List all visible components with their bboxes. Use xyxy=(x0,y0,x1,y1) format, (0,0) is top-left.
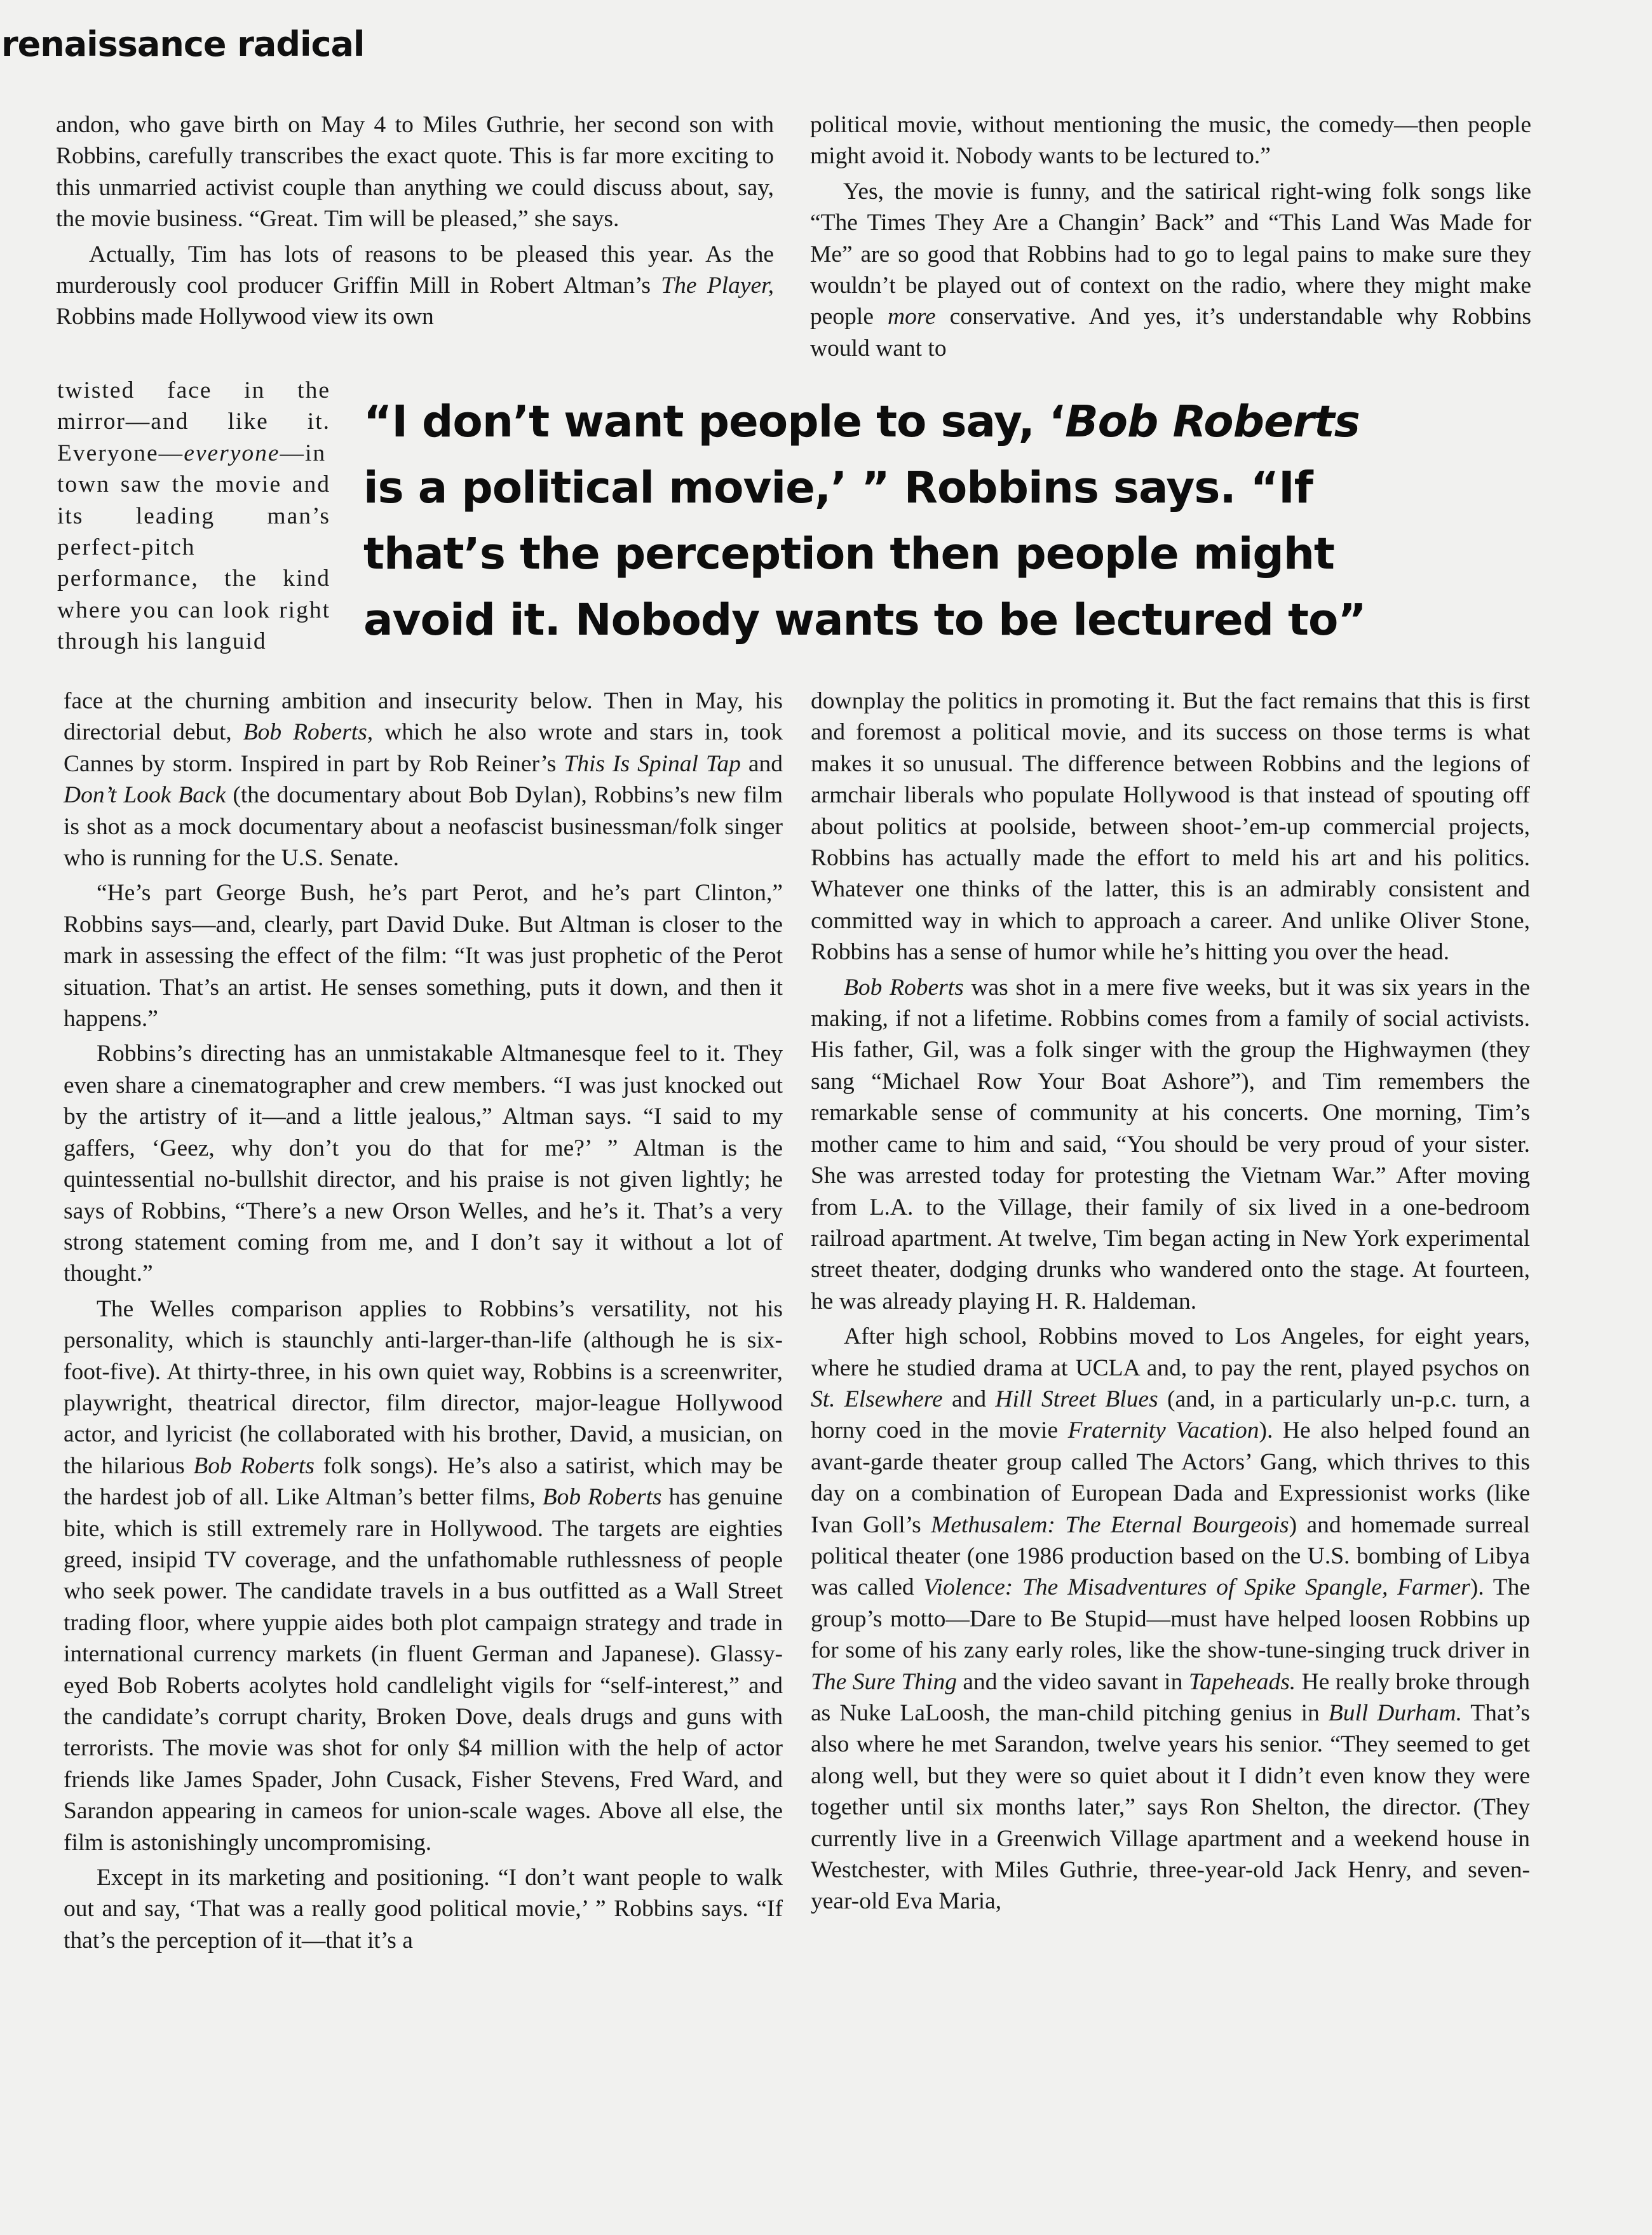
text-run: face at the churning ambition and insecurity below. Then in May, his directorial debut, xyxy=(64,688,783,746)
text-run: was shot in a mere five weeks, but it was six years in the making, if not a lifetime. Robbins comes from a family of social activists. His father, Gil, was a folk singer with the group the Highwaymen (they sang “Michael Row Your Boat Ashore”), and Tim remembers the remarkable sense of community at his concerts. One morning, Tim’s mother came to him and said, “You should be very proud of your sister. She was arrested today for protesting the Vietnam War.” After moving from L.A. to the Village, their family of six lived in a one-bedroom railroad apartment. At twelve, Tim began acting in New York experimental street theater, dodging drunks who wandered onto the stage. At fourteen, he was already playing H. R. Haldeman. xyxy=(811,974,1530,1314)
italic-title: Bob Roberts xyxy=(193,1452,315,1479)
text-run: which he also wrote and stars in, took Cannes by storm. Inspired in part by Rob Reiner’s xyxy=(64,719,783,777)
article-paragraph xyxy=(811,1321,1530,1917)
pull-quote-text: avoid it. Nobody wants to be lectured to” xyxy=(363,595,1366,645)
text-run: (the documentary about Bob Dylan), Robbins’s new film is shot as a mock documentary about a neofascist businessman/folk singer who is running for the U.S. Senate. xyxy=(64,782,783,872)
text-run: Yes, the movie is funny, and the satirical right-wing folk songs like “The Times They Are a Changin’ Back” and “This Land Was Made for Me” are so good that Robbins had to go to legal pains to make sure they wouldn’t be played out of context on the radio, where they might make people xyxy=(810,178,1531,330)
italic-title: Fraternity Vacation xyxy=(1067,1417,1259,1444)
section-header: renaissance radical xyxy=(1,24,365,64)
text-run: He really broke through as Nuke LaLoosh, the man-child pitching genius in xyxy=(811,1668,1530,1726)
column-right-top xyxy=(810,109,1531,364)
italic-title: everyone xyxy=(184,440,280,466)
text-run: Except in its marketing and positioning. “I don’t want people to walk out and say, ‘That was a really good political movie,’ ” Robbins says. “If that’s the perception of it—that it’s a xyxy=(64,1865,783,1954)
text-run: After high school, Robbins moved to Los Angeles, for eight years, where he studied drama at UCLA and, to pay the rent, played psychos on xyxy=(811,1323,1530,1381)
text-run: folk songs). He’s also a satirist, which may be the hardest job of all. Like Altman’s better films, xyxy=(64,1452,783,1511)
article-paragraph xyxy=(64,1038,783,1289)
pull-quote xyxy=(363,389,1444,653)
italic-title: Bob Roberts, xyxy=(243,719,374,746)
italic-title: The Sure Thing xyxy=(811,1668,957,1695)
italic-title: Tapeheads. xyxy=(1188,1668,1296,1695)
italic-title: Don’t Look Back xyxy=(64,782,226,809)
text-run: and the video savant in xyxy=(956,1668,1189,1695)
text-run: ) and homemade surreal political theater (one 1986 production based on the U.S. bombing of Libya was called xyxy=(811,1511,1530,1601)
article-paragraph xyxy=(64,1293,783,1858)
pull-quote-text: “I don’t want people to say, ‘ xyxy=(363,396,1066,447)
italic-title: Bob Roberts xyxy=(844,974,964,1001)
text-run: has genuine bite, which is still extremely rare in Hollywood. The targets are eighties greed, insipid TV coverage, and the unfathomable ruthlessness of people who seek power. The candidate travels in a bus outfitted as a Wall Street trading floor, where yuppie aides both plot campaign strategy and trade in international currency markets (in fluent German and Japanese). Glassy-eyed Bob Roberts acolytes hold candlelight vigils for “self-interest,” and the candidate’s corrupt charity, Broken Dove, deals drugs and guns with terrorists. The movie was shot for only $4 million with the help of actor friends like James Spader, John Cusack, Fisher Stevens, Fred Ward, and Sarandon appearing in cameos for union-scale wages. Above all else, the film is astonishingly uncompromising. xyxy=(64,1484,783,1856)
pull-quote-line xyxy=(363,521,1444,587)
column-right-bottom xyxy=(811,685,1530,1917)
article-paragraph xyxy=(810,109,1531,172)
text-run: twisted face in the mirror—and like it. Everyone— xyxy=(57,377,330,466)
text-run: ). The group’s motto—Dare to Be Stupid—must have helped loosen Robbins up for some of his zany early roles, like the show-tune-singing truck driver in xyxy=(811,1574,1530,1664)
text-run: Robbins’s directing has an unmistakable Altmanesque feel to it. They even share a cinematographer and crew members. “I was just knocked out by the artistry of it—and a little jealous,” Altman says. “I said to my gaffers, ‘Geez, why don’t you do that for me?’ ” Altman is the quintessential no-bullshit director, and his praise is not given lightly; he says of Robbins, “There’s a new Orson Welles, and he’s it. That’s a very strong statement coming from me, and I don’t say it without a lot of thought.” xyxy=(64,1041,783,1287)
pull-quote-text: that’s the perception then people might xyxy=(363,529,1334,579)
article-paragraph xyxy=(57,375,330,658)
text-run: and xyxy=(740,750,783,777)
italic-title: Violence: The Misadventures of Spike Spangle, Farmer xyxy=(923,1574,1470,1601)
text-run: conservative. And yes, it’s understandable why Robbins would want to xyxy=(810,304,1531,361)
text-run: (and, in a particularly un-p.c. turn, a horny coed in the movie xyxy=(811,1386,1530,1444)
text-run: Actually, Tim has lots of reasons to be pleased this year. As the murderously cool producer Griffin Mill in Robert Altman’s xyxy=(56,241,774,299)
article-paragraph xyxy=(64,685,783,874)
pull-quote-text: is a political movie,’ ” Robbins says. “If xyxy=(363,463,1313,513)
pull-quote-line xyxy=(363,389,1444,455)
text-run: That’s also where he met Sarandon, twelve years his senior. “They seemed to get along well, but they were so quiet about it I didn’t even know they were together until six months later,” says Ron Shelton, the director. (They currently live in a Greenwich Village apartment and a weekend house in Westchester, with Miles Guthrie, three-year-old Jack Henry, and seven-year-old Eva Maria, xyxy=(811,1700,1530,1915)
article-paragraph xyxy=(56,239,774,333)
text-run: The Welles comparison applies to Robbins’s versatility, not his personality, which is staunchly anti-larger-than-life (although he is six-foot-five). At thirty-three, in his own quiet way, Robbins is a screenwriter, playwright, theatrical director, film director, major-league Hollywood actor, and lyricist (he collaborated with his brother, David, a musician, on the hilarious xyxy=(64,1295,783,1479)
italic-title: Bull Durham. xyxy=(1328,1700,1462,1726)
article-paragraph xyxy=(811,972,1530,1317)
article-paragraph xyxy=(64,877,783,1034)
text-run: —in town saw the movie and its leading man’s perfect-pitch performance, the kind where you can look right through his languid xyxy=(57,440,330,655)
italic-title: Bob Roberts xyxy=(542,1484,662,1511)
italic-title: This Is Spinal Tap xyxy=(564,750,741,777)
text-run: political movie, without mentioning the music, the comedy—then people might avoid it. Nobody wants to be lectured to.” xyxy=(810,112,1531,170)
pull-quote-line xyxy=(363,587,1444,653)
italic-title: Hill Street Blues xyxy=(995,1386,1158,1412)
text-run: andon, who gave birth on May 4 to Miles Guthrie, her second son with Robbins, carefully transcribes the exact quote. This is far more exciting to this unmarried activist couple than anything we could discuss about, say, the movie business. “Great. Tim will be pleased,” she says. xyxy=(56,112,774,233)
italic-title: more xyxy=(887,304,936,330)
text-run: ). He also helped found an avant-garde theater group called The Actors’ Gang, which thrives to this day on a combination of European Dada and Expressionist works (like Ivan Goll’s xyxy=(811,1417,1530,1538)
column-left-bottom xyxy=(64,685,783,1956)
article-paragraph xyxy=(811,685,1530,968)
italic-title: Methusalem: The Eternal Bourgeois xyxy=(931,1511,1289,1538)
article-paragraph xyxy=(56,109,774,235)
text-run: “He’s part George Bush, he’s part Perot, and he’s part Clinton,” Robbins says—and, clearly, part David Duke. But Altman is closer to the mark in assessing the effect of the film: “It was just prophetic of the Perot situation. That’s an artist. He senses something, puts it down, and then it happens.” xyxy=(64,880,783,1032)
pull-quote-italic: Bob Roberts xyxy=(1065,396,1360,447)
text-run: Robbins made Hollywood view its own xyxy=(56,304,434,330)
article-paragraph xyxy=(64,1862,783,1956)
italic-title: St. Elsewhere xyxy=(811,1386,943,1412)
text-run: downplay the politics in promoting it. But the fact remains that this is first and foremost a political movie, and its success on those terms is what makes it so unusual. The difference between Robbins and the legions of armchair liberals who populate Hollywood is that instead of spouting off about politics at poolside, between shoot-’em-up commercial projects, Robbins has actually made the effort to meld his art and his politics. Whatever one thinks of the latter, this is an admirably consistent and committed way in which to approach a career. And unlike Oliver Stone, Robbins has a sense of humor while he’s hitting you over the head. xyxy=(811,688,1530,966)
text-run: and xyxy=(942,1386,996,1412)
article-paragraph xyxy=(810,176,1531,364)
pull-quote-line xyxy=(363,455,1444,521)
column-left-top xyxy=(56,109,774,333)
italic-title: The Player, xyxy=(661,273,774,299)
column-left-narrow xyxy=(57,375,330,658)
